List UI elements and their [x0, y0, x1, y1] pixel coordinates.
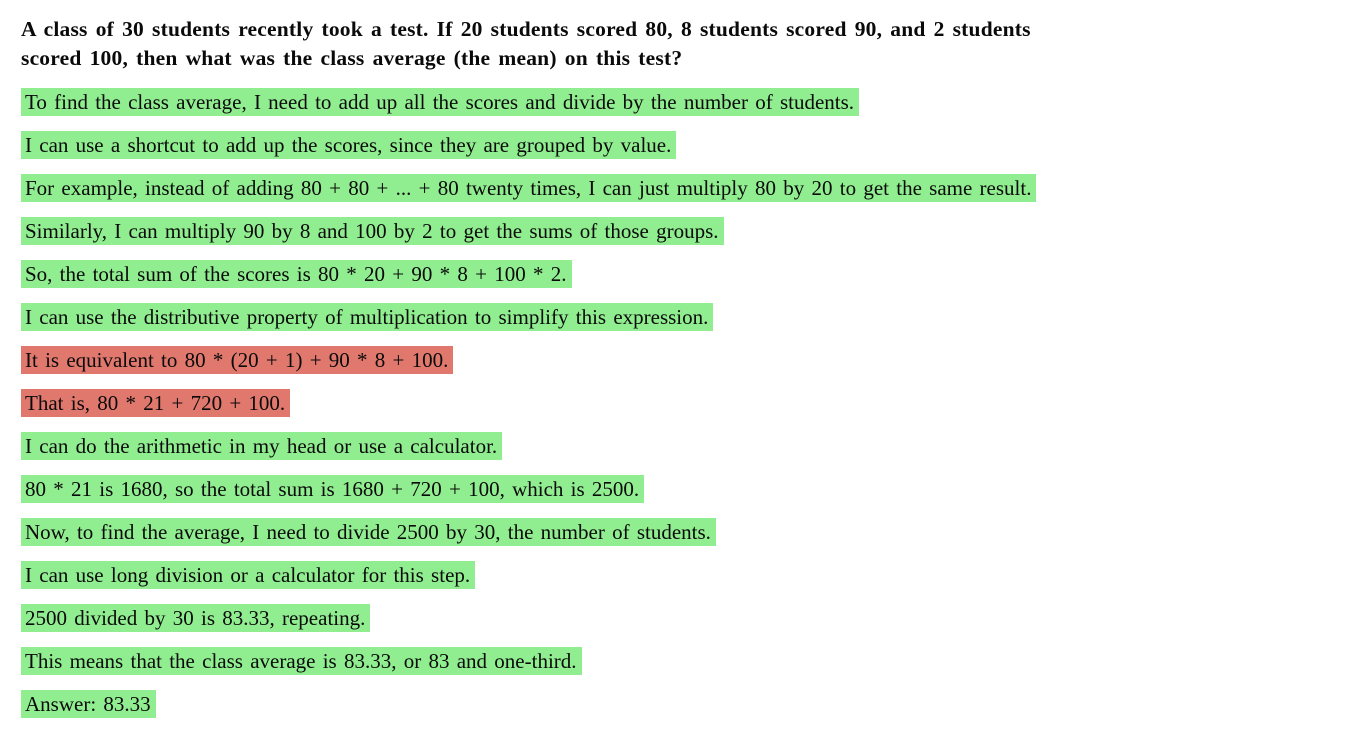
step-sentence: This means that the class average is 83.33, or 83 and one-third.: [21, 647, 582, 675]
reasoning-steps-list: [21, 88, 1350, 718]
reasoning-step: [21, 647, 1350, 675]
reasoning-step: [21, 475, 1350, 503]
reasoning-step: [21, 561, 1350, 589]
step-sentence: 80 * 21 is 1680, so the total sum is 1680 + 720 + 100, which is 2500.: [21, 475, 644, 503]
reasoning-step: [21, 303, 1350, 331]
step-sentence: Now, to find the average, I need to divide 2500 by 30, the number of students.: [21, 518, 716, 546]
reasoning-step: [21, 174, 1350, 202]
step-sentence: I can use a shortcut to add up the scores, since they are grouped by value.: [21, 131, 676, 159]
reasoning-step: [21, 432, 1350, 460]
reasoning-step: [21, 131, 1350, 159]
reasoning-step: [21, 217, 1350, 245]
reasoning-step: [21, 88, 1350, 116]
step-sentence: 2500 divided by 30 is 83.33, repeating.: [21, 604, 370, 632]
step-sentence: I can do the arithmetic in my head or use a calculator.: [21, 432, 502, 460]
step-sentence: So, the total sum of the scores is 80 * 20 + 90 * 8 + 100 * 2.: [21, 260, 572, 288]
reasoning-step-flagged: [21, 389, 1350, 417]
step-sentence: I can use long division or a calculator for this step.: [21, 561, 475, 589]
step-sentence: For example, instead of adding 80 + 80 + ... + 80 twenty times, I can just multiply 80 by 20 to get the same result.: [21, 174, 1036, 202]
problem-statement-line: A class of 30 students recently took a test. If 20 students scored 80, 8 students scored 90, and 2 students: [21, 17, 1031, 41]
reasoning-step: [21, 604, 1350, 632]
reasoning-step: [21, 518, 1350, 546]
step-sentence: Similarly, I can multiply 90 by 8 and 100 by 2 to get the sums of those groups.: [21, 217, 724, 245]
final-answer-step: [21, 690, 1350, 718]
reasoning-step-flagged: [21, 346, 1350, 374]
step-sentence: I can use the distributive property of multiplication to simplify this expression.: [21, 303, 713, 331]
step-sentence: It is equivalent to 80 * (20 + 1) + 90 * 8 + 100.: [21, 346, 453, 374]
step-sentence: To find the class average, I need to add up all the scores and divide by the number of students.: [21, 88, 859, 116]
problem-statement-line: scored 100, then what was the class average (the mean) on this test?: [21, 46, 683, 70]
step-sentence: That is, 80 * 21 + 720 + 100.: [21, 389, 290, 417]
problem-statement: [21, 15, 1350, 73]
answer-sentence: Answer: 83.33: [21, 690, 156, 718]
reasoning-step: [21, 260, 1350, 288]
